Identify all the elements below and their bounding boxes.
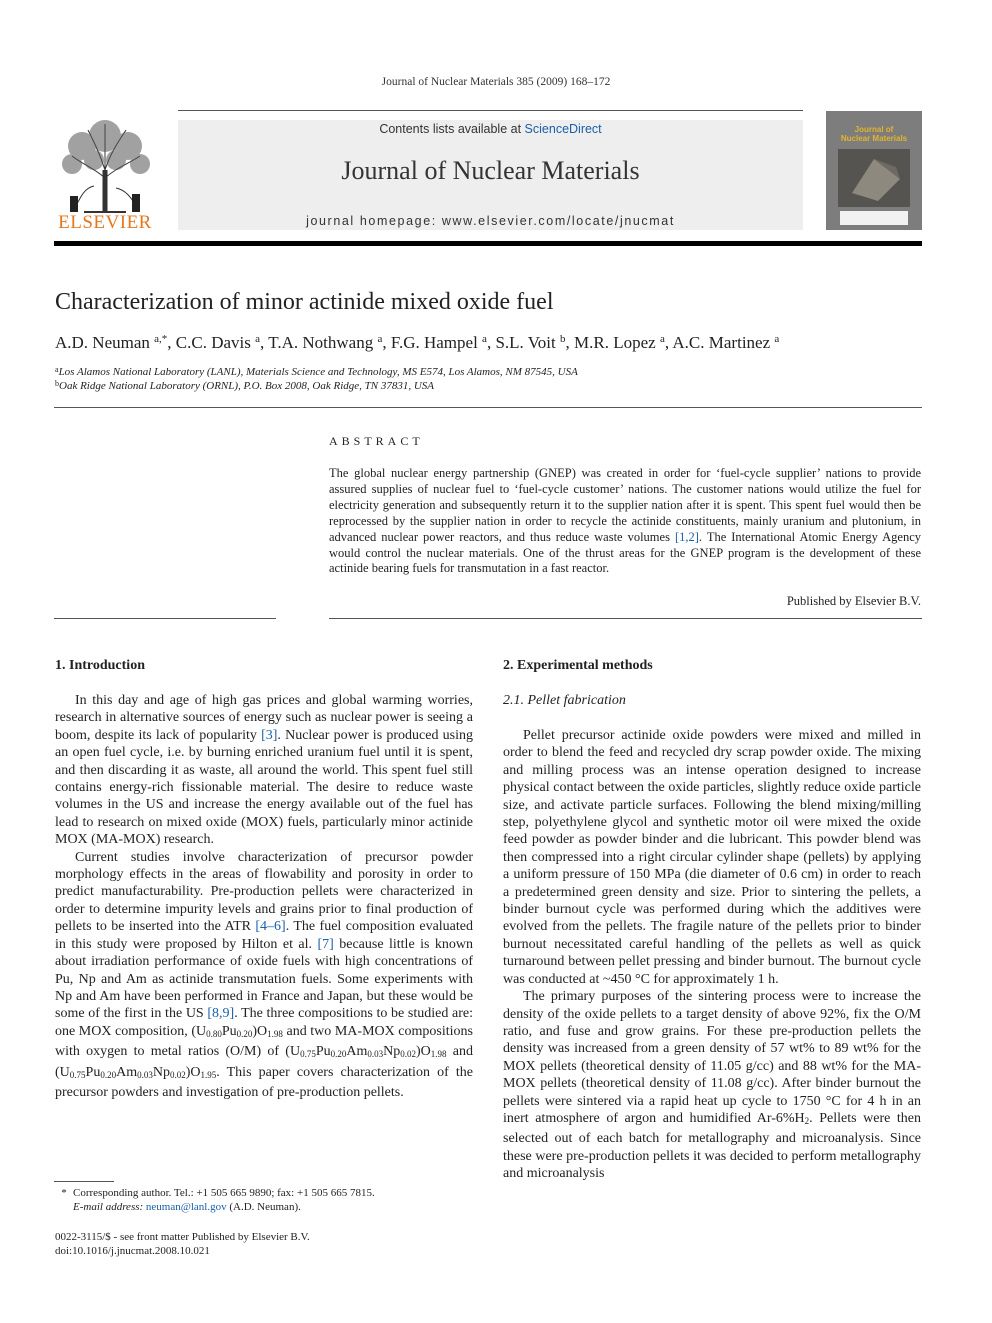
elsevier-wordmark: ELSEVIER	[58, 212, 152, 233]
author-name[interactable]: S.L. Voit	[495, 333, 556, 352]
subscript: 0.75	[300, 1049, 316, 1060]
affiliation-marker: b	[55, 379, 59, 388]
text-run: . This paper covers characterization of the precursor powders and investigation of pre-production pellets.	[55, 1064, 473, 1100]
text-run: )O	[252, 1023, 268, 1039]
citation-link[interactable]: [8,9]	[207, 1006, 235, 1022]
text-run: . The fuel composition evaluated in this study were proposed by Hilton et al.	[55, 919, 473, 952]
subscript: 0.20	[236, 1028, 253, 1039]
subscript: 0.03	[137, 1069, 153, 1080]
contents-line	[178, 122, 803, 136]
journal-title: Journal of Nuclear Materials	[341, 156, 640, 185]
text-run: Am	[116, 1064, 138, 1080]
subscript: 1.95	[200, 1069, 217, 1080]
header-thick-rule	[54, 241, 922, 246]
subscript: 2	[804, 1115, 810, 1126]
text-run: In this day and age of high gas prices and global warming worries, research in alternative sources of energy such as nuclear power is seeing a boom, despite its lack of popularity	[55, 693, 473, 743]
author-affil-marker: a	[482, 333, 487, 345]
subscript: 0.80	[206, 1028, 222, 1039]
author-affil-marker: a	[659, 333, 665, 345]
abstract-body-end: . The International Atomic Energy Agency would control the nuclear materials. One of the thrust areas for the GNEP program is the development of these actinide bearing fuels for transmutation in a fast reactor.	[329, 529, 922, 576]
abstract-heading: ABSTRACT	[329, 434, 424, 448]
text-run: )O	[185, 1064, 201, 1080]
journal-banner	[178, 120, 803, 230]
affiliation-text: Oak Ridge National Laboratory (ORNL), P.O. Box 2008, Oak Ridge, TN 37831, USA	[59, 380, 434, 392]
journal-homepage	[178, 214, 803, 228]
introduction-paragraph-1	[55, 692, 473, 849]
section-heading-experimental: 2. Experimental methods	[503, 658, 653, 673]
homepage-prefix: journal homepage:	[306, 214, 437, 228]
author-name[interactable]: M.R. Lopez	[574, 333, 656, 352]
email-label: E-mail address:	[73, 1201, 144, 1213]
experimental-paragraph-1: Pellet precursor actinide oxide powders were mixed and milled in order to blend the feed and recycled dry scrap powder oxide. The mixing and milling process was an intense operation designed to increase physical contact between the oxide particles, slightly reduce oxide particle size, and activate particle surfaces. Following the blend mixing/milling step, polyethylene glycol and synthetic motor oil were mixed the oxide feed powder as powder binder and die lubricant. This powder blend was then compressed into a right circular cylinder shape (pellets) by applying a uniform pressure of 150 MPa (die diameter of 0.6 cm) in order to reach a predetermined green density and size. Prior to sintering the pellets, a binder burnout cycle was performed during which the additives were evolved from the pellets. The fragile nature of the pellets prior to binder burnout necessitated careful handling of the pellets as well as quick turnaround between pellet pressing and binder burnout. The burnout cycle was conducted at ~450 °C for approximately 1 h.	[503, 728, 921, 987]
experimental-paragraph-2	[503, 988, 921, 1182]
author-affil-marker: a	[255, 333, 261, 345]
homepage-url[interactable]: www.elsevier.com/locate/jnucmat	[441, 214, 675, 228]
text-run: Am	[346, 1044, 368, 1060]
doi-line[interactable]: doi:10.1016/j.jnucmat.2008.10.021	[55, 1245, 210, 1257]
text-run: Pu	[221, 1023, 237, 1039]
citation-link[interactable]: [3]	[261, 727, 278, 743]
author-affil-marker: b	[560, 333, 566, 345]
abstract-citation[interactable]: [1,2]	[674, 529, 699, 544]
author-name[interactable]: A.C. Martinez	[672, 333, 771, 352]
journal-reference: Journal of Nuclear Materials 385 (2009) 168–172	[381, 76, 611, 88]
published-by: Published by Elsevier B.V.	[786, 594, 921, 608]
citation-link[interactable]: [4–6]	[255, 919, 286, 935]
text-run: because little is known about irradiation performance of oxide fuels with high concentrations of Pu, Np and Am as actinide transmutation fuels. Some experiments with Np and Am have been performed in France and Japan, but these would be some of the first in the US	[55, 936, 473, 1022]
author-name[interactable]: T.A. Nothwang	[268, 333, 374, 352]
affiliation-marker: a	[55, 365, 59, 374]
text-run: Np	[383, 1044, 401, 1060]
subsection-heading-pellet-fabrication: 2.1. Pellet fabrication	[503, 693, 626, 708]
cover-footer	[840, 211, 908, 225]
author-affil-marker: a	[774, 333, 780, 345]
paper-title: Characterization of minor actinide mixed oxide fuel	[55, 289, 554, 315]
affiliation-b	[55, 379, 434, 392]
footnote-email-line	[73, 1201, 493, 1213]
cover-title	[826, 125, 922, 143]
author-name[interactable]: C.C. Davis	[175, 333, 251, 352]
citation-link[interactable]: [7]	[317, 936, 334, 952]
right-abstract-rule	[329, 618, 922, 619]
text-run: . The three compositions to be studied are: one MOX composition, (U	[55, 1006, 473, 1039]
text-run: . Pellets were then selected out of each batch for metallography and microanalysis. Since these were pre-production pellets it was decided to perform metallography and microanalysis	[503, 1110, 921, 1182]
issn-line: 0022-3115/$ - see front matter Published by Elsevier B.V.	[55, 1231, 310, 1243]
subscript: 1.98	[267, 1028, 283, 1039]
subscript: 0.03	[367, 1049, 384, 1060]
subscript: 0.20	[330, 1049, 347, 1060]
journal-cover-thumbnail	[826, 111, 922, 230]
introduction-paragraph-2	[55, 849, 473, 1102]
corresponding-author-footnote	[55, 1187, 475, 1199]
subscript: 0.02	[169, 1069, 186, 1080]
subscript: 1.98	[430, 1049, 447, 1060]
cover-title-line2: Nuclear Materials	[840, 134, 908, 143]
text-run: The primary purposes of the sintering process were to increase the density of the oxide pellets to a target density of above 92%, fix the O/M ratio, and fuse and grow grains. For these pre-production pellets the density was increased from a green density of 57 wt% to 89 wt% for the MOX pellets (theoretical density of 11.05 g/cc) and 88 wt% for the MA-MOX pellets (theoretical density of 11.08 g/cc). After binder burnout the pellets were sintered via a rapid heat up cycle to 1750 °C for 4 h in an inert atmosphere of argon and humidified Ar-6%H	[503, 989, 921, 1126]
text-run: . Nuclear power is produced using an open fuel cycle, i.e. by burning enriched uranium fuel until it is spent, and then discarding it as waste, all around the world. This spent fuel still contains energy-rich fissionable material. The desire to reduce waste volumes in the US and increase the energy available out of the fuel has lead to research on mixed oxide (MOX) fuels, particularly minor actinide MOX (MA-MOX) research.	[55, 727, 473, 848]
cover-image	[838, 149, 910, 207]
contents-prefix: Contents lists available at	[379, 122, 522, 136]
text-run: Np	[152, 1064, 170, 1080]
text-run: Pu	[315, 1044, 331, 1060]
text-run: and (U	[55, 1044, 474, 1080]
author-name[interactable]: F.G. Hampel	[390, 333, 478, 352]
subscript: 0.02	[400, 1049, 417, 1060]
text-run: )O	[416, 1044, 431, 1060]
text-run: Pu	[85, 1064, 101, 1080]
author-list: A.D. Neuman $^{a,*}$, C.C. Davis $^a$, T.A. Nothwang $^a$, F.G. Hampel $^a$, S.L. Voit $^b$, M.R. Lopez $^a$, A.C. Martinez $^a$	[55, 333, 780, 352]
author-affil-marker: a	[377, 333, 383, 345]
email-suffix: (A.D. Neuman).	[229, 1201, 301, 1213]
text-run: Current studies involve characterization of precursor powder morphology effects in the areas of flowability and porosity in order to predict manufacturability. Pre-production pellets were characterized in order to determine impurity levels and grains prior to final production of pellets to be inserted into the ATR	[55, 849, 473, 935]
left-abstract-rule	[54, 618, 276, 619]
author-name[interactable]: A.D. Neuman	[55, 333, 150, 352]
subscript: 0.20	[100, 1069, 117, 1080]
abstract-body: The global nuclear energy partnership (GNEP) was created in order for ‘fuel-cycle supplier’ nations to provide assured supplies of nuclear fuel to ‘fuel-cycle customer’ nations. The customer nations would utilize the fuel for electricity generation and subsequently return it to the supplier nation after it is spent. This spent fuel would then be reprocessed by the supplier nation in order to recycle the actinide constituents, mainly uranium and plutonium, in advanced nuclear power reactors, and thus reduce waste volumes	[329, 466, 921, 544]
footnote-contact: Corresponding author. Tel.: +1 505 665 9890; fax: +1 505 665 7815.	[73, 1187, 375, 1199]
affiliation-a	[55, 365, 578, 378]
section-heading-introduction: 1. Introduction	[55, 658, 145, 673]
masthead-top-rule	[178, 110, 803, 111]
introduction-body	[55, 692, 473, 1101]
sciencedirect-link[interactable]: ScienceDirect	[524, 122, 602, 136]
affiliation-rule	[54, 407, 922, 408]
email-link[interactable]: neuman@lanl.gov	[145, 1201, 227, 1213]
footnote-rule	[54, 1181, 114, 1182]
subscript: 0.75	[69, 1069, 86, 1080]
cover-title-line1: Journal of	[854, 125, 894, 134]
author-affil-marker: a,*	[154, 333, 168, 345]
abstract-text	[329, 466, 921, 577]
footnote-marker: *	[61, 1187, 67, 1199]
affiliation-text: Los Alamos National Laboratory (LANL), Materials Science and Technology, MS E574, Los Alamos, NM 87545, USA	[58, 366, 578, 378]
text-run: and two MA-MOX compositions with oxygen to metal ratios (O/M) of (U	[55, 1023, 473, 1060]
experimental-body	[503, 727, 921, 1183]
